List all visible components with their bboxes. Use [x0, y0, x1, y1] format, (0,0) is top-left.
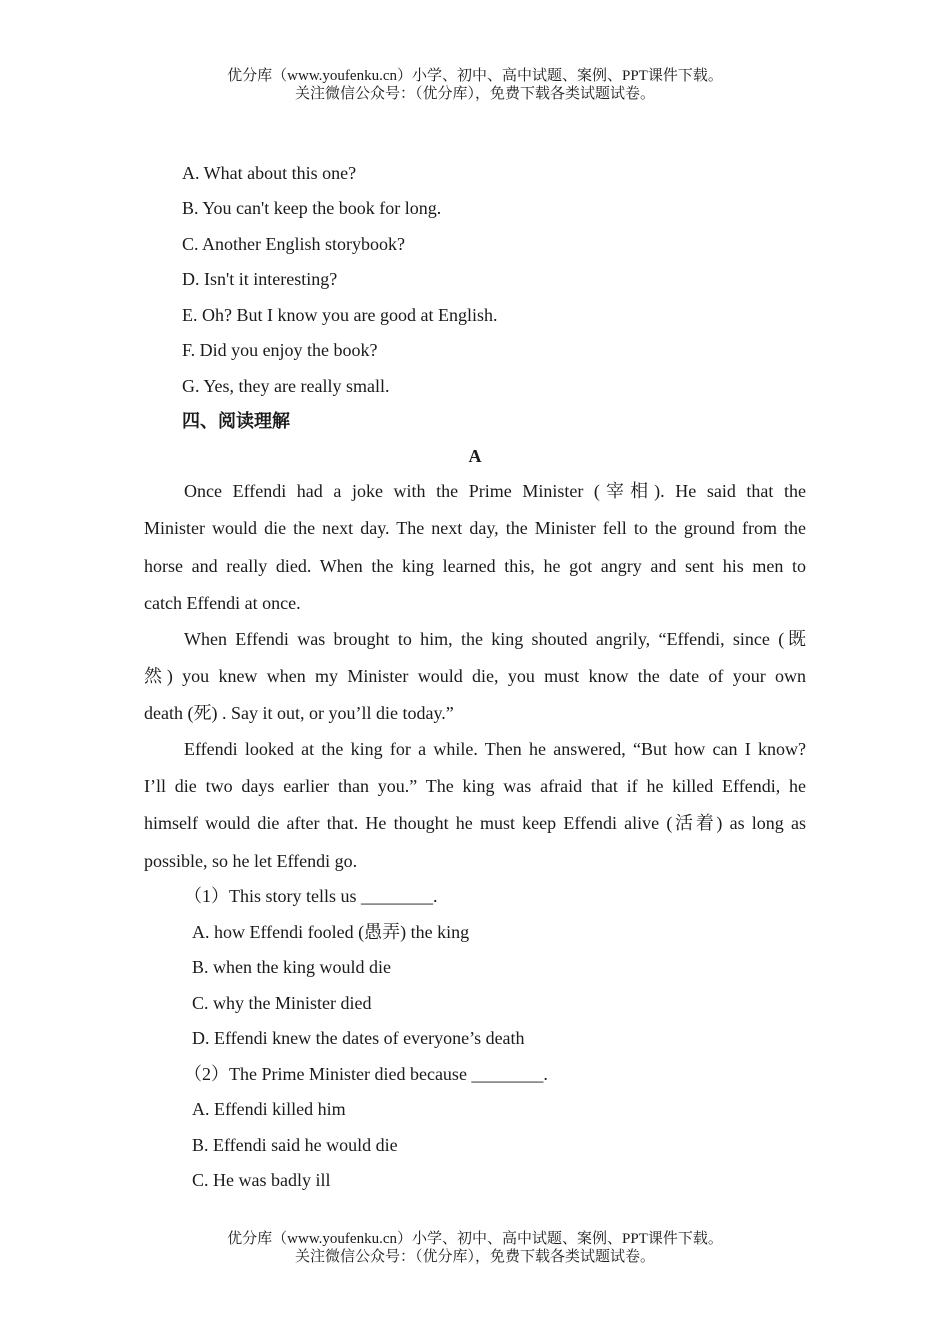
question-1-choice-d: D. Effendi knew the dates of everyone’s death	[192, 1028, 525, 1048]
page-header	[0, 67, 950, 103]
footer-line-2: 关注微信公众号：（优分库），免费下载各类试题试卷。	[294, 1249, 655, 1265]
passage-p1-line2: Minister would die the next day. The next day, the Minister fell to the ground from the	[144, 518, 806, 538]
question-1-choice-a: A. how Effendi fooled (愚弄) the king	[192, 922, 470, 942]
question-2-stem: （2）The Prime Minister died because ________.	[184, 1064, 548, 1084]
passage-p2-line3: death (死) . Say it out, or you’ll die today.”	[144, 703, 454, 723]
option-a: A. What about this one?	[182, 163, 357, 183]
option-e: E. Oh? But I know you are good at English.	[182, 305, 498, 325]
passage-title: A	[468, 446, 482, 466]
passage-p3-line2: I’ll die two days earlier than you.” The king was afraid that if he killed Effendi, he	[144, 776, 806, 796]
option-b: B. You can't keep the book for long.	[182, 198, 442, 218]
header-line-2: 关注微信公众号：（优分库），免费下载各类试题试卷。	[294, 86, 655, 102]
passage-p3-line4: possible, so he let Effendi go.	[144, 851, 358, 871]
section-heading: 四、阅读理解	[182, 411, 290, 431]
option-f: F. Did you enjoy the book?	[182, 340, 378, 360]
question-2-choice-b: B. Effendi said he would die	[192, 1135, 398, 1155]
question-1-stem: （1）This story tells us ________.	[184, 886, 438, 906]
question-2-choice-a: A. Effendi killed him	[192, 1099, 346, 1119]
header-line-1: 优分库（www.youfenku.cn）小学、初中、高中试题、案例、PPT课件下载。	[227, 68, 723, 84]
footer-line-1: 优分库（www.youfenku.cn）小学、初中、高中试题、案例、PPT课件下载。	[227, 1231, 723, 1247]
passage-p1-line4: catch Effendi at once.	[144, 593, 301, 613]
passage-p1-line3: horse and really died. When the king learned this, he got angry and sent his men to	[144, 556, 806, 576]
passage-p2-line1: When Effendi was brought to him, the king shouted angrily, “Effendi, since (既	[184, 629, 806, 649]
page-footer	[0, 1230, 950, 1266]
passage-p3-line3: himself would die after that. He thought he must keep Effendi alive (活着) as long as	[144, 813, 806, 833]
question-2-choice-c: C. He was badly ill	[192, 1170, 331, 1190]
option-c: C. Another English storybook?	[182, 234, 405, 254]
passage-p1-line1: Once Effendi had a joke with the Prime Minister (宰相). He said that the	[184, 481, 806, 501]
question-1-choice-b: B. when the king would die	[192, 957, 391, 977]
option-g: G. Yes, they are really small.	[182, 376, 390, 396]
question-1-choice-c: C. why the Minister died	[192, 993, 372, 1013]
passage-p2-line2: 然) you knew when my Minister would die, you must know the date of your own	[144, 666, 806, 686]
option-d: D. Isn't it interesting?	[182, 269, 338, 289]
passage-p3-line1: Effendi looked at the king for a while. Then he answered, “But how can I know?	[184, 739, 806, 759]
